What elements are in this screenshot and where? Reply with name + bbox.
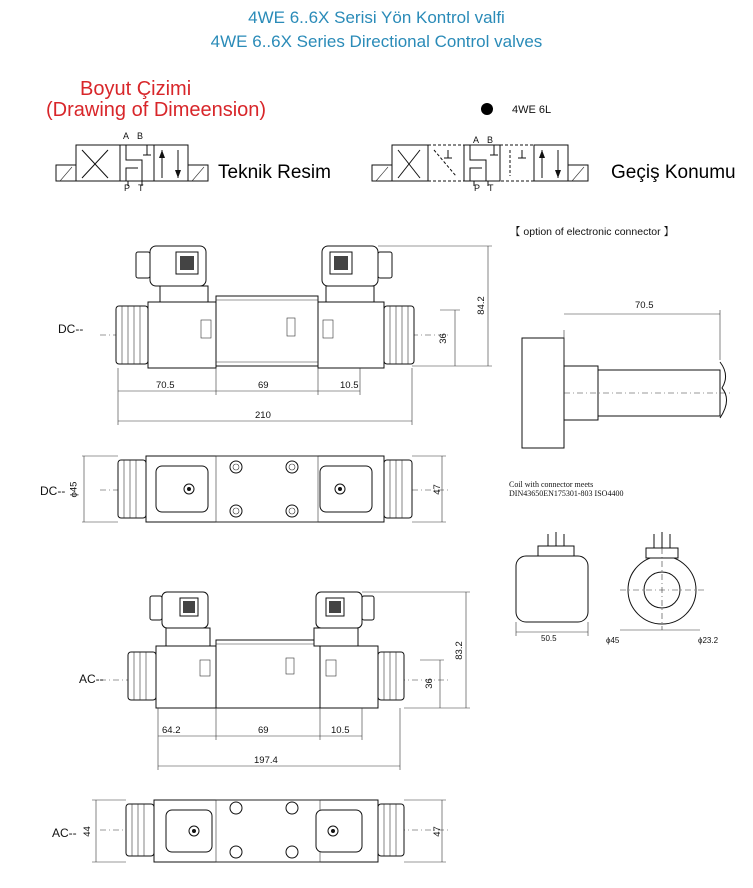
ac-top-dim-width: 47: [431, 826, 443, 837]
dc-front-dim-left: 70.5: [156, 380, 175, 391]
coil-length-dim: 50.5: [541, 634, 557, 643]
port-p-right: P: [474, 183, 481, 193]
port-t-left: T: [138, 183, 144, 193]
dc-top-view: [82, 456, 450, 522]
title-english: 4WE 6..6X Series Directional Control valves: [210, 32, 543, 51]
port-b-right: B: [487, 135, 494, 145]
ac-top-view: [92, 800, 450, 862]
connector-dim-width: 70.5: [635, 300, 654, 311]
dc-top-dim-width: 47: [431, 484, 443, 495]
symbol-right-caption: Geçiş Konumu: [611, 162, 736, 183]
port-t-right: T: [488, 183, 494, 193]
coil-outer-dia-dim: ϕ45: [606, 636, 620, 645]
symbol-left-caption: Teknik Resim: [218, 162, 331, 183]
dc-top-label: DC--: [40, 484, 66, 498]
ac-top-label: AC--: [52, 826, 77, 840]
ac-front-dim-right: 10.5: [331, 725, 350, 736]
model-label: 4WE 6L: [512, 104, 552, 116]
port-p-left: P: [124, 183, 131, 193]
dc-top-dim-dia: ϕ45: [68, 481, 80, 498]
coil-front-view: [620, 532, 704, 630]
symbol-right: [372, 145, 588, 186]
title-turkish: 4WE 6..6X Serisi Yön Kontrol valfi: [248, 8, 505, 27]
dc-front-dim-height: 84.2: [475, 296, 487, 315]
connector-heading: 【 option of electronic connector 】: [510, 226, 675, 238]
dc-front-dim-mid: 69: [258, 380, 269, 391]
dc-front-dim-center: 36: [437, 333, 449, 344]
coil-note-line1: Coil with connector meets: [509, 480, 594, 489]
ac-front-dim-left: 64.2: [162, 725, 181, 736]
dc-front-view: [100, 246, 492, 425]
ac-top-dim-dia: 44: [81, 826, 93, 837]
dc-front-dim-right: 10.5: [340, 380, 359, 391]
ac-front-dim-total: 197.4: [254, 755, 278, 766]
ac-front-view: [100, 592, 470, 770]
ac-front-dim-mid: 69: [258, 725, 269, 736]
connector-side-view: [522, 310, 730, 448]
coil-inner-dia-dim: ϕ23.2: [698, 636, 719, 645]
symbol-left: [56, 145, 208, 186]
ac-front-dim-height: 83.2: [453, 641, 465, 660]
port-a-left: A: [123, 131, 130, 141]
section-heading-en: (Drawing of Dimeension): [46, 99, 267, 121]
section-heading-tr: Boyut Çizimi: [80, 78, 192, 100]
ac-front-dim-center: 36: [423, 678, 435, 689]
port-b-left: B: [137, 131, 144, 141]
coil-note-line2: DIN43650EN175301-803 ISO4400: [509, 489, 624, 498]
coil-side-view: [516, 532, 588, 636]
dc-front-dim-total: 210: [255, 410, 271, 421]
port-a-right: A: [473, 135, 480, 145]
dc-front-label: DC--: [58, 322, 84, 336]
ac-front-label: AC--: [79, 672, 104, 686]
